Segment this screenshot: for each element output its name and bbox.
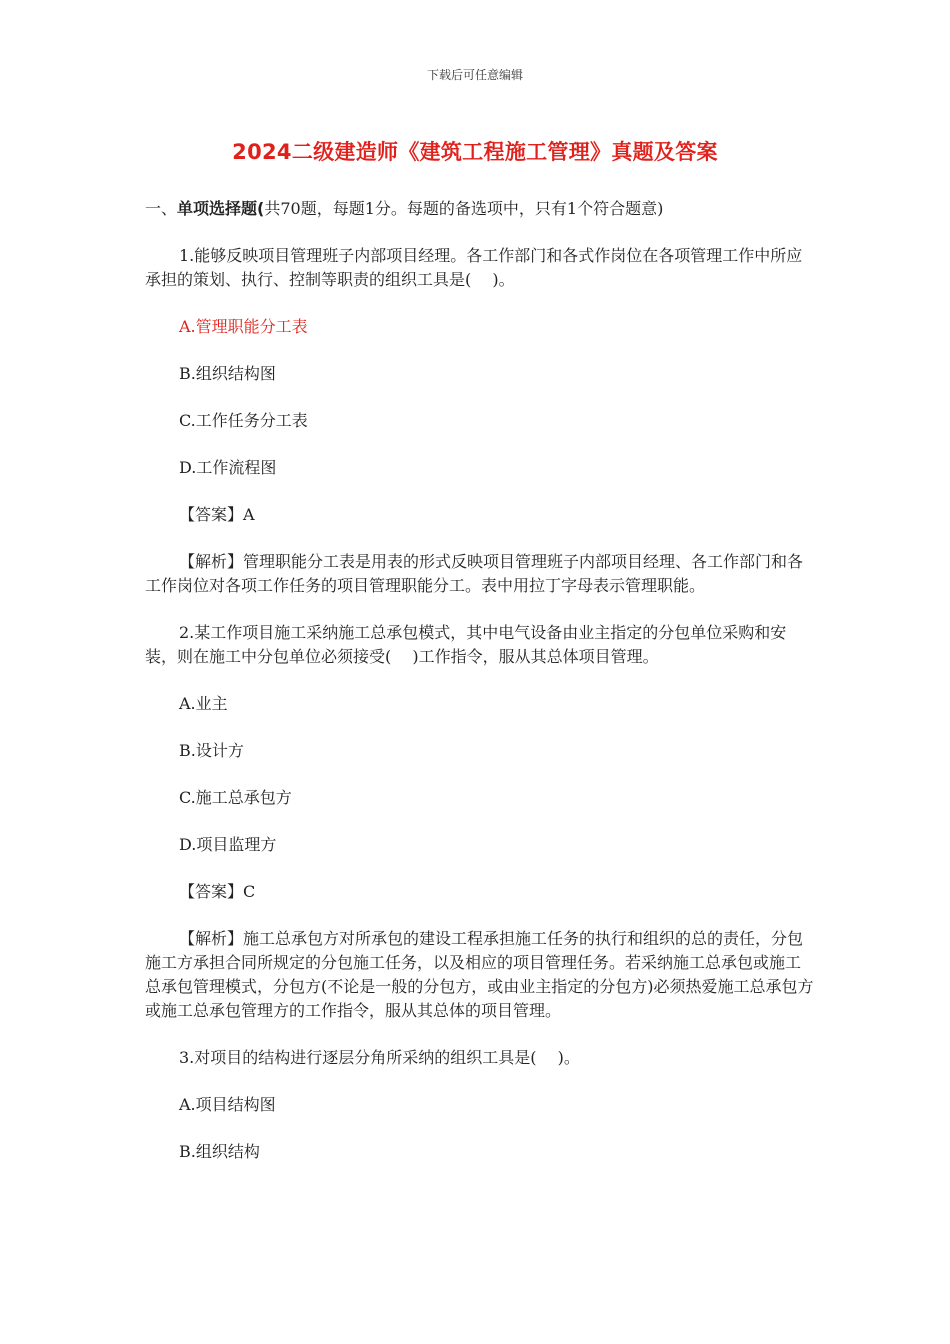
- option: B.组织结构: [179, 1142, 260, 1161]
- answer: 【答案】A: [179, 505, 255, 524]
- section-prefix: 一、: [145, 199, 178, 218]
- answer: 【答案】C: [179, 882, 256, 901]
- option: A.业主: [179, 694, 228, 713]
- header-note: 下载后可任意编辑: [426, 68, 523, 82]
- option: A.项目结构图: [179, 1095, 276, 1114]
- analysis: 【解析】施工总承包方对所承包的建设工程承担施工任务的执行和组织的总的责任，分包施工方承担合同所规定的分包施工任务，以及相应的项目管理任务。若采纳施工总承包或施工总承包管理模式，分包方(不论是一般的分包方，或由业主指定的分包方)必须热爱施工总承包方或施工总承包管理方的工作指令，服从其总体的项目管理。: [145, 929, 814, 1020]
- option: C.工作任务分工表: [179, 411, 308, 430]
- section-rule: 共70题，每题1分。每题的备选项中，只有1个符合题意): [264, 199, 664, 218]
- option: B.组织结构图: [179, 364, 276, 383]
- document-body: [145, 197, 815, 1187]
- option: B.设计方: [179, 741, 244, 760]
- option: D.项目监理方: [179, 835, 277, 854]
- option: D.工作流程图: [179, 458, 277, 477]
- question-stem: 3.对项目的结构进行逐层分角所采纳的组织工具是( )。: [179, 1048, 580, 1067]
- section-name: 单项选择题(: [177, 199, 265, 218]
- analysis: 【解析】管理职能分工表是用表的形式反映项目管理班子内部项目经理、各工作部门和各工作岗位对各项工作任务的项目管理职能分工。表中用拉丁字母表示管理职能。: [145, 552, 804, 595]
- option-correct: A.管理职能分工表: [179, 317, 308, 336]
- section-heading: [145, 197, 815, 221]
- option: C.施工总承包方: [179, 788, 292, 807]
- question-stem: 2.某工作项目施工采纳施工总承包模式，其中电气设备由业主指定的分包单位采购和安装，则在施工中分包单位必须接受( )工作指令，服从其总体项目管理。: [145, 623, 787, 666]
- document-title: 2024二级建造师《建筑工程施工管理》真题及答案: [232, 140, 718, 164]
- question-stem: 1.能够反映项目管理班子内部项目经理。各工作部门和各式作岗位在各项管理工作中所应承担的策划、执行、控制等职责的组织工具是( )。: [145, 246, 803, 289]
